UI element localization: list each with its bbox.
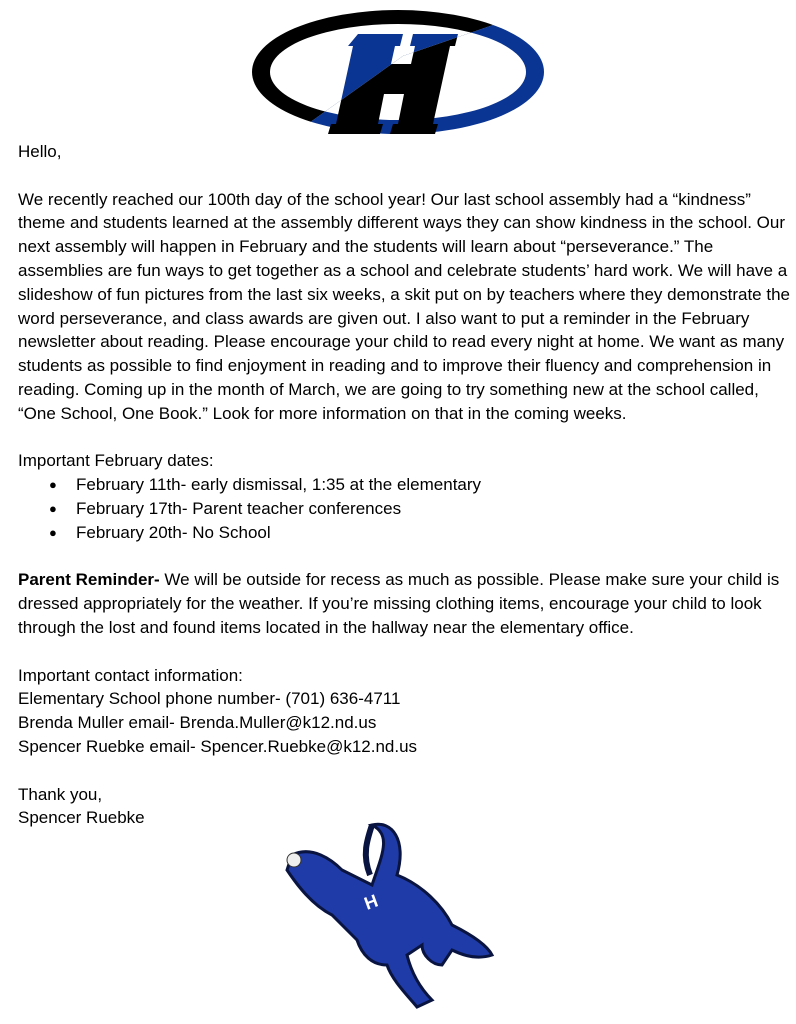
contact-phone: Elementary School phone number- (701) 636-4711 xyxy=(18,689,401,709)
contacts-heading: Important contact information: xyxy=(18,665,243,685)
dates-list xyxy=(18,473,790,544)
signature-name: Spencer Ruebke xyxy=(18,808,145,828)
school-logo xyxy=(248,6,548,145)
parent-reminder xyxy=(18,568,790,639)
greeting: Hello, xyxy=(18,142,62,161)
contact-email-spencer: Spencer Ruebke email- Spencer.Ruebke@k12.nd.us xyxy=(18,736,418,756)
main-paragraph: We recently reached our 100th day of the school year! Our last school assembly had a “kindness” theme and students learned at the assembly different ways they can show kindness in the school. Our next assembly will happen in February and the students will learn about “perseverance.” The assemblies are fun ways to get together as a school and celebrate students’ hard work. We will have a slideshow of fun pictures from the last six weeks, a skit put on by teachers where they demonstrate the word perseverance, and class awards are given out. I also want to put a reminder in the February newsletter about reading. Please encourage your child to read every night at home. We want as many students as possible to find enjoyment in reading and to improve their fluency and comprehension in reading. Coming up in the month of March, we are going to try something new at the school called, “One School, One Book.” Look for more information on that in the coming weeks. xyxy=(18,189,790,423)
donkey-mascot-image xyxy=(272,815,502,1022)
reminder-text: We will be outside for recess as much as possible. Please make sure your child is dressed appropriately for the weather. If you’re missing clothing items, encourage your child to look through the lost and found items located in the hallway near the elementary office. xyxy=(18,570,780,637)
list-item: ● February 17th- Parent teacher conferences xyxy=(76,497,790,521)
dates-heading: Important February dates: xyxy=(18,451,214,471)
list-item: ● February 11th- early dismissal, 1:35 at the elementary xyxy=(76,473,790,497)
list-item: ● February 20th- No School xyxy=(76,521,790,545)
contact-email-brenda: Brenda Muller email- Brenda.Muller@k12.nd.us xyxy=(18,713,377,733)
newsletter-body xyxy=(18,140,790,830)
closing-thanks: Thank you, xyxy=(18,784,103,804)
svg-text:H: H xyxy=(361,890,381,914)
reminder-label: Parent Reminder- xyxy=(18,570,160,590)
